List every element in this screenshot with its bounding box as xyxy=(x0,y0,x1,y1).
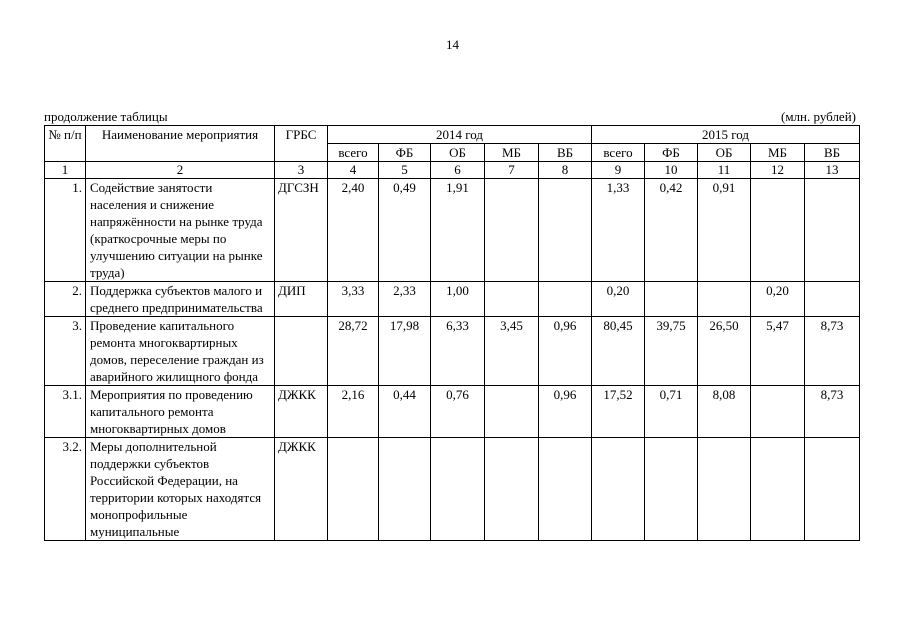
value-2014-3 xyxy=(485,179,539,282)
column-number: 5 xyxy=(379,162,431,179)
value-2015-1: 39,75 xyxy=(645,317,698,386)
row-number: 3.2. xyxy=(45,438,86,541)
value-2015-1: 0,71 xyxy=(645,386,698,438)
value-2015-4: 8,73 xyxy=(805,317,860,386)
row-number: 2. xyxy=(45,282,86,317)
row-name: Поддержка субъектов малого и среднего предпринимательства xyxy=(86,282,275,317)
value-2014-3: 3,45 xyxy=(485,317,539,386)
caption-continuation: продолжение таблицы xyxy=(44,109,168,124)
column-number: 12 xyxy=(751,162,805,179)
row-grbs: ДИП xyxy=(275,282,328,317)
header-year-2015: 2015 год xyxy=(592,126,860,144)
value-2014-1 xyxy=(379,438,431,541)
value-2014-4: 0,96 xyxy=(539,386,592,438)
value-2014-4 xyxy=(539,282,592,317)
table-row xyxy=(45,317,860,386)
subheader-2015-3: МБ xyxy=(751,144,805,162)
value-2014-1: 2,33 xyxy=(379,282,431,317)
value-2015-2: 8,08 xyxy=(698,386,751,438)
row-number: 3.1. xyxy=(45,386,86,438)
row-number: 3. xyxy=(45,317,86,386)
column-number: 6 xyxy=(431,162,485,179)
subheader-2014-0: всего xyxy=(328,144,379,162)
value-2015-1: 0,42 xyxy=(645,179,698,282)
value-2015-3 xyxy=(751,438,805,541)
subheader-2014-1: ФБ xyxy=(379,144,431,162)
value-2014-1: 0,49 xyxy=(379,179,431,282)
value-2015-2: 26,50 xyxy=(698,317,751,386)
value-2014-1: 17,98 xyxy=(379,317,431,386)
value-2015-0: 80,45 xyxy=(592,317,645,386)
value-2015-2: 0,91 xyxy=(698,179,751,282)
row-name: Мероприятия по проведению капитального ремонта многоквартирных домов xyxy=(86,386,275,438)
subheader-2015-1: ФБ xyxy=(645,144,698,162)
row-name: Содействие занятости населения и снижение напряжённости на рынке труда (краткосрочные меры по улучшению ситуации на рынке труда) xyxy=(86,179,275,282)
value-2015-4 xyxy=(805,282,860,317)
value-2015-2 xyxy=(698,282,751,317)
value-2015-3: 5,47 xyxy=(751,317,805,386)
value-2014-2: 1,91 xyxy=(431,179,485,282)
value-2015-0: 0,20 xyxy=(592,282,645,317)
header-grbs: ГРБС xyxy=(275,126,328,162)
value-2014-4 xyxy=(539,438,592,541)
value-2014-0 xyxy=(328,438,379,541)
column-number: 4 xyxy=(328,162,379,179)
column-number: 9 xyxy=(592,162,645,179)
value-2014-2: 6,33 xyxy=(431,317,485,386)
table-row xyxy=(45,179,860,282)
value-2014-3 xyxy=(485,282,539,317)
column-number: 13 xyxy=(805,162,860,179)
value-2014-2: 1,00 xyxy=(431,282,485,317)
value-2014-3 xyxy=(485,386,539,438)
value-2014-2: 0,76 xyxy=(431,386,485,438)
page-number: 14 xyxy=(446,37,459,52)
header-no: № п/п xyxy=(45,126,86,162)
subheader-2014-3: МБ xyxy=(485,144,539,162)
budget-table xyxy=(44,125,860,541)
value-2014-4 xyxy=(539,179,592,282)
caption-units: (млн. рублей) xyxy=(781,109,856,124)
column-number: 11 xyxy=(698,162,751,179)
table-row xyxy=(45,386,860,438)
header-name: Наименование мероприятия xyxy=(86,126,275,162)
value-2015-3 xyxy=(751,386,805,438)
column-number: 3 xyxy=(275,162,328,179)
row-name: Проведение капитального ремонта многоквартирных домов, переселение граждан из аварийного жилищного фонда xyxy=(86,317,275,386)
value-2015-1 xyxy=(645,438,698,541)
column-number: 1 xyxy=(45,162,86,179)
value-2014-3 xyxy=(485,438,539,541)
row-grbs: ДЖКК xyxy=(275,386,328,438)
value-2015-0 xyxy=(592,438,645,541)
header-year-2014: 2014 год xyxy=(328,126,592,144)
column-number-row xyxy=(45,162,860,179)
value-2015-2 xyxy=(698,438,751,541)
value-2014-0: 28,72 xyxy=(328,317,379,386)
value-2015-4: 8,73 xyxy=(805,386,860,438)
value-2014-2 xyxy=(431,438,485,541)
row-grbs: ДЖКК xyxy=(275,438,328,541)
column-number: 2 xyxy=(86,162,275,179)
row-number: 1. xyxy=(45,179,86,282)
value-2015-4 xyxy=(805,179,860,282)
value-2015-4 xyxy=(805,438,860,541)
row-grbs xyxy=(275,317,328,386)
value-2015-3: 0,20 xyxy=(751,282,805,317)
table-caption xyxy=(44,109,856,125)
value-2014-0: 2,40 xyxy=(328,179,379,282)
value-2014-4: 0,96 xyxy=(539,317,592,386)
subheader-2014-4: ВБ xyxy=(539,144,592,162)
table-row xyxy=(45,282,860,317)
value-2014-0: 2,16 xyxy=(328,386,379,438)
row-name: Меры дополнительной поддержки субъектов Российской Федерации, на территории которых находятся монопрофильные муниципальные xyxy=(86,438,275,541)
subheader-2014-2: ОБ xyxy=(431,144,485,162)
subheader-2015-2: ОБ xyxy=(698,144,751,162)
column-number: 7 xyxy=(485,162,539,179)
column-number: 8 xyxy=(539,162,592,179)
value-2014-0: 3,33 xyxy=(328,282,379,317)
column-number: 10 xyxy=(645,162,698,179)
value-2015-1 xyxy=(645,282,698,317)
value-2015-0: 17,52 xyxy=(592,386,645,438)
subheader-2015-0: всего xyxy=(592,144,645,162)
value-2015-3 xyxy=(751,179,805,282)
table-row xyxy=(45,438,860,541)
subheader-2015-4: ВБ xyxy=(805,144,860,162)
value-2015-0: 1,33 xyxy=(592,179,645,282)
value-2014-1: 0,44 xyxy=(379,386,431,438)
row-grbs: ДГСЗН xyxy=(275,179,328,282)
